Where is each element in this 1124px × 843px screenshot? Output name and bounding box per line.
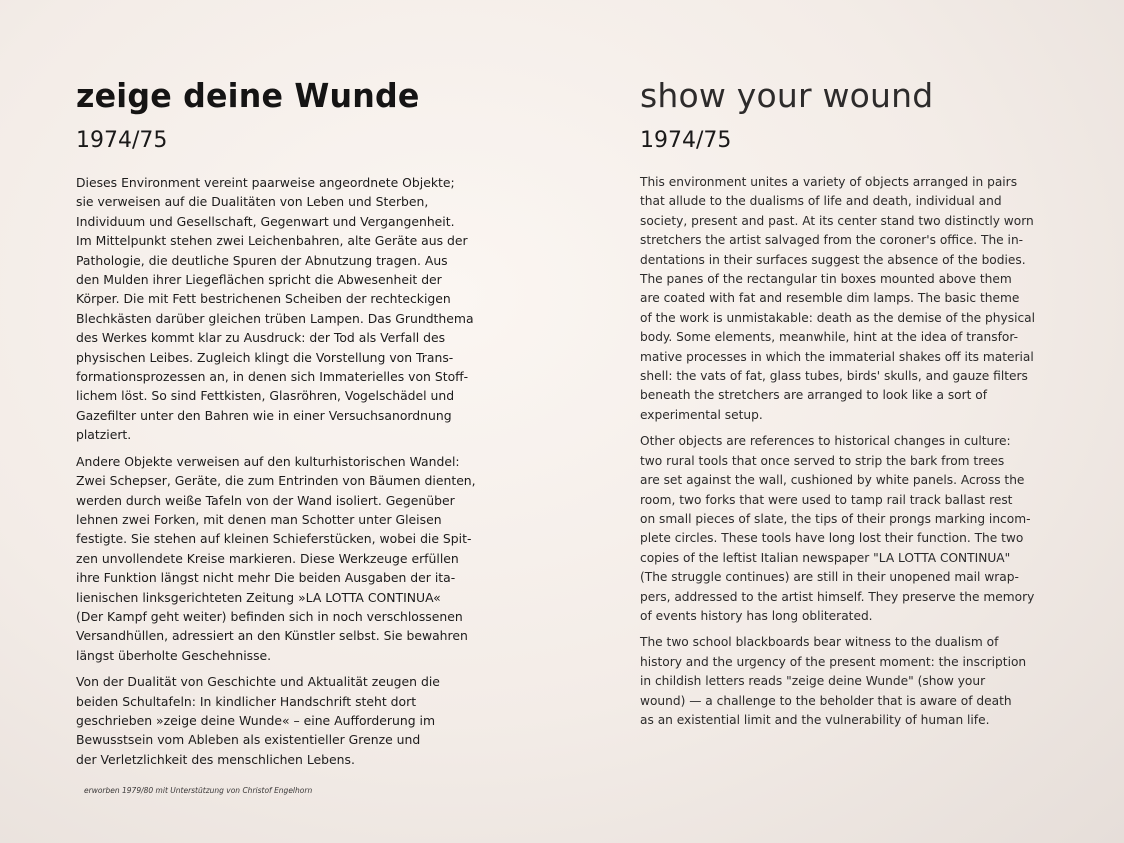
- english-body: [640, 173, 1060, 737]
- text-line: Bewusstsein vom Ableben als existentieller Grenze und: [76, 732, 421, 748]
- text-line: society, present and past. At its center stand two distinctly worn: [640, 213, 1034, 228]
- paragraph: [76, 452, 496, 665]
- text-line: mative processes in which the immaterial shakes off its material: [640, 349, 1034, 364]
- text-line: as an existential limit and the vulnerability of human life.: [640, 712, 990, 727]
- text-line: pers, addressed to the artist himself. They preserve the memory: [640, 589, 1035, 604]
- text-line: This environment unites a variety of objects arranged in pairs: [640, 175, 1018, 189]
- text-line: Zwei Schepser, Geräte, die zum Entrinden von Bäumen dienten,: [76, 473, 476, 489]
- text-line: geschrieben »zeige deine Wunde« – eine Aufforderung im: [76, 712, 436, 728]
- text-line: The panes of the rectangular tin boxes mounted above them: [640, 272, 1012, 287]
- text-line: platziert.: [76, 427, 132, 443]
- text-line: lienischen linksgerichteten Zeitung »LA LOTTA CONTINUA«: [76, 589, 441, 605]
- text-line: body. Some elements, meanwhile, hint at the idea of transfor-: [640, 330, 1018, 345]
- text-line: beiden Schultafeln: In kindlicher Handschrift steht dort: [76, 693, 417, 709]
- acquisition-credit: erworben 1979/80 mit Unterstützung von Christof Engelhorn: [84, 786, 313, 796]
- text-line: lehnen zwei Forken, mit denen man Schotter unter Gleisen: [76, 511, 442, 527]
- german-title: zeige deine Wunde: [76, 76, 420, 115]
- text-line: den Mulden ihrer Liegeflächen spricht die Abwesenheit der: [76, 272, 442, 288]
- text-line: two rural tools that once served to strip the bark from trees: [640, 453, 1005, 468]
- text-line: physischen Leibes. Zugleich klingt die Vorstellung von Trans-: [76, 349, 454, 365]
- text-line: Blechkästen darüber gleichen trüben Lampen. Das Grundthema: [76, 310, 474, 326]
- text-line: sie verweisen auf die Dualitäten von Leben und Sterben,: [76, 194, 429, 210]
- text-line: Gazefilter unter den Bahren wie in einer Versuchsanordnung: [76, 407, 452, 423]
- text-line: Dieses Environment vereint paarweise angeordnete Objekte;: [76, 175, 455, 190]
- text-line: are coated with fat and resemble dim lamps. The basic theme: [640, 291, 1020, 306]
- text-line: dentations in their surfaces suggest the absence of the bodies.: [640, 252, 1026, 267]
- english-year: 1974/75: [640, 128, 732, 153]
- english-panel: [640, 0, 1070, 843]
- text-line: längst überholte Geschehnisse.: [76, 647, 272, 663]
- text-line: Andere Objekte verweisen auf den kulturhistorischen Wandel:: [76, 453, 460, 469]
- german-year: 1974/75: [76, 128, 168, 153]
- paragraph: [640, 432, 1060, 626]
- text-line: plete circles. These tools have long lost their function. The two: [640, 531, 1024, 546]
- paragraph: [76, 173, 496, 445]
- text-line: formationsprozessen an, in denen sich Immaterielles von Stoff-: [76, 369, 469, 385]
- paragraph: [640, 633, 1060, 730]
- text-line: Other objects are references to historical changes in culture:: [640, 434, 1011, 449]
- text-line: lichem löst. So sind Fettkisten, Glasröhren, Vogelschädel und: [76, 388, 455, 404]
- text-line: Körper. Die mit Fett bestrichenen Scheiben der rechteckigen: [76, 291, 451, 307]
- text-line: Im Mittelpunkt stehen zwei Leichenbahren, alte Geräte aus der: [76, 233, 468, 249]
- text-line: Von der Dualität von Geschichte und Aktualität zeugen die: [76, 674, 440, 690]
- paragraph: [76, 672, 496, 769]
- text-line: in childish letters reads "zeige deine Wunde" (show your: [640, 674, 986, 689]
- text-line: experimental setup.: [640, 407, 763, 422]
- text-line: room, two forks that were used to tamp rail track ballast rest: [640, 492, 1013, 507]
- text-line: (The struggle continues) are still in their unopened mail wrap-: [640, 570, 1019, 585]
- text-line: The two school blackboards bear witness to the dualism of: [640, 635, 999, 650]
- german-panel: [76, 0, 506, 843]
- english-title: show your wound: [640, 76, 934, 115]
- text-line: Versandhüllen, adressiert an den Künstler selbst. Sie bewahren: [76, 628, 468, 644]
- paragraph: [640, 173, 1060, 425]
- text-line: ihre Funktion längst nicht mehr Die beiden Ausgaben der ita-: [76, 570, 456, 586]
- text-line: beneath the stretchers are arranged to look like a sort of: [640, 388, 988, 403]
- german-body: [76, 173, 496, 801]
- text-line: copies of the leftist Italian newspaper "LA LOTTA CONTINUA": [640, 550, 1011, 565]
- text-line: (Der Kampf geht weiter) befinden sich in noch verschlossenen: [76, 608, 463, 624]
- text-line: are set against the wall, cushioned by white panels. Across the: [640, 473, 1025, 488]
- text-line: festigte. Sie stehen auf kleinen Schieferstücken, wobei die Spit-: [76, 531, 472, 547]
- text-line: wound) — a challenge to the beholder that is aware of death: [640, 693, 1012, 708]
- text-line: Individuum und Gesellschaft, Gegenwart und Vergangenheit.: [76, 213, 455, 229]
- text-line: Pathologie, die deutliche Spuren der Abnutzung tragen. Aus: [76, 252, 448, 268]
- text-line: werden durch weiße Tafeln von der Wand isoliert. Gegenüber: [76, 492, 455, 508]
- text-line: of events history has long obliterated.: [640, 608, 873, 623]
- text-line: stretchers the artist salvaged from the coroner's office. The in-: [640, 233, 1024, 248]
- text-line: des Werkes kommt klar zu Ausdruck: der Tod als Verfall des: [76, 330, 446, 346]
- text-line: zen unvollendete Kreise markieren. Diese Werkzeuge erfüllen: [76, 550, 459, 566]
- text-line: der Verletzlichkeit des menschlichen Lebens.: [76, 751, 355, 767]
- text-line: on small pieces of slate, the tips of their prongs marking incom-: [640, 511, 1031, 526]
- text-line: of the work is unmistakable: death as the demise of the physical: [640, 310, 1036, 325]
- text-line: that allude to the dualisms of life and death, individual and: [640, 194, 1002, 209]
- text-line: history and the urgency of the present moment: the inscription: [640, 654, 1027, 669]
- text-line: shell: the vats of fat, glass tubes, birds' skulls, and gauze filters: [640, 369, 1028, 384]
